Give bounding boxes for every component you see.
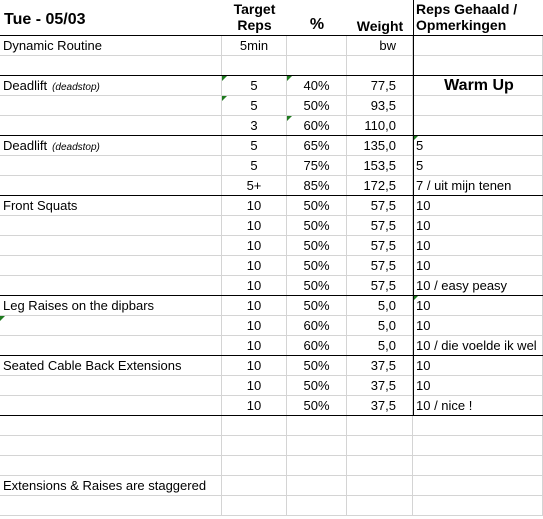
cell-weight[interactable]: [347, 36, 413, 56]
cell-exercise-text: Deadlift: [3, 138, 48, 153]
cell-percent[interactable]: [287, 196, 347, 216]
cell-percent-text: 50%: [303, 378, 330, 393]
cell-weight[interactable]: [347, 116, 413, 136]
cell-percent[interactable]: [287, 256, 347, 276]
cell-target-reps[interactable]: [222, 96, 287, 116]
cell-target-reps[interactable]: [222, 156, 287, 176]
cell-percent[interactable]: [287, 76, 347, 96]
cell-weight[interactable]: [347, 276, 413, 296]
cell-notes-text: 10: [416, 298, 431, 313]
cell-target-reps[interactable]: [222, 76, 287, 96]
warmup-label: Warm Up: [444, 77, 514, 94]
header-percent[interactable]: %: [309, 16, 325, 33]
table-row: [0, 156, 543, 176]
table-row: [0, 176, 543, 196]
table-row: [0, 296, 543, 316]
cell-percent-text: 50%: [303, 278, 330, 293]
cell-weight[interactable]: [347, 476, 413, 496]
cell-weight[interactable]: [347, 296, 413, 316]
cell-weight-text: 135,0: [363, 138, 396, 153]
cell-weight-text: 153,5: [363, 158, 396, 173]
cell-percent[interactable]: [287, 396, 347, 416]
cell-weight[interactable]: [347, 356, 413, 376]
cell-notes[interactable]: [413, 256, 543, 276]
cell-percent-text: 60%: [303, 338, 330, 353]
cell-notes-text: 10: [416, 218, 431, 233]
table-row: [0, 96, 543, 116]
cell-percent-text: 50%: [303, 298, 330, 313]
cell-target-reps[interactable]: [222, 496, 287, 516]
cell-percent-text: 65%: [303, 138, 330, 153]
cell-notes[interactable]: [413, 116, 543, 136]
cell-weight[interactable]: [347, 436, 413, 456]
cell-notes[interactable]: [413, 456, 543, 476]
cell-exercise[interactable]: [0, 36, 222, 56]
cell-exercise[interactable]: [0, 456, 222, 476]
cell-weight-text: 57,5: [370, 238, 396, 253]
cell-target-reps[interactable]: [222, 136, 287, 156]
cell-target-reps[interactable]: [222, 436, 287, 456]
cell-notes[interactable]: [413, 196, 543, 216]
exercise-note: (deadstop): [52, 142, 100, 153]
cell-percent[interactable]: [287, 276, 347, 296]
cell-notes-text: 10: [416, 238, 431, 253]
cell-target-reps-text: 10: [246, 358, 262, 373]
block-divider: [0, 35, 543, 36]
cell-percent[interactable]: [287, 216, 347, 236]
cell-weight[interactable]: [347, 76, 413, 96]
exercise-note: (deadstop): [52, 82, 100, 93]
cell-target-reps-text: 5: [250, 138, 258, 153]
cell-weight-text: 37,5: [370, 378, 396, 393]
cell-percent[interactable]: [287, 316, 347, 336]
cell-percent[interactable]: [287, 296, 347, 316]
table-row: [0, 456, 543, 476]
cell-target-reps-text: 10: [246, 218, 262, 233]
table-row: [0, 196, 543, 216]
cell-notes[interactable]: [413, 316, 543, 336]
table-row: [0, 496, 543, 516]
cell-percent-text: 50%: [303, 198, 330, 213]
cell-exercise[interactable]: [0, 396, 222, 416]
cell-weight-text: 5,0: [377, 298, 396, 313]
cell-target-reps[interactable]: [222, 56, 287, 76]
table-row: [0, 336, 543, 356]
cell-weight[interactable]: [347, 216, 413, 236]
cell-weight-text: 37,5: [370, 398, 396, 413]
table-row: [0, 416, 543, 436]
cell-target-reps[interactable]: [222, 376, 287, 396]
cell-exercise[interactable]: [0, 436, 222, 456]
cell-weight-text: 110,0: [364, 118, 396, 133]
cell-percent[interactable]: [287, 376, 347, 396]
cell-target-reps[interactable]: [222, 476, 287, 496]
cell-exercise[interactable]: [0, 216, 222, 236]
cell-weight-text: 93,5: [370, 98, 396, 113]
cell-exercise-text: Leg Raises on the dipbars: [3, 298, 155, 313]
cell-target-reps-text: 3: [250, 118, 258, 133]
cell-target-reps-text: 10: [246, 238, 262, 253]
cell-percent[interactable]: [287, 136, 347, 156]
cell-percent[interactable]: [287, 456, 347, 476]
cell-percent[interactable]: [287, 496, 347, 516]
cell-notes[interactable]: [413, 276, 543, 296]
cell-target-reps[interactable]: [222, 416, 287, 436]
cell-target-reps-text: 10: [246, 398, 262, 413]
cell-weight-text: 172,5: [363, 178, 396, 193]
cell-exercise[interactable]: [0, 376, 222, 396]
block-divider: [0, 415, 543, 416]
cell-percent-text: 50%: [303, 258, 330, 273]
cell-target-reps[interactable]: [222, 296, 287, 316]
table-row: [0, 216, 543, 236]
cell-weight[interactable]: [347, 96, 413, 116]
cell-percent[interactable]: [287, 476, 347, 496]
cell-target-reps[interactable]: [222, 276, 287, 296]
cell-weight[interactable]: [347, 376, 413, 396]
cell-target-reps[interactable]: [222, 176, 287, 196]
cell-notes[interactable]: [413, 296, 543, 316]
cell-notes[interactable]: [413, 496, 543, 516]
cell-weight[interactable]: [347, 156, 413, 176]
cell-exercise[interactable]: [0, 96, 222, 116]
cell-target-reps-text: 10: [246, 318, 262, 333]
cell-notes-text: 10: [416, 318, 431, 333]
cell-percent-text: 50%: [303, 358, 330, 373]
cell-target-reps[interactable]: [222, 316, 287, 336]
cell-weight-text: 57,5: [370, 198, 396, 213]
cell-notes-text: 7 / uit mijn tenen: [416, 178, 512, 193]
cell-exercise[interactable]: [0, 416, 222, 436]
cell-notes[interactable]: [413, 176, 543, 196]
cell-target-reps-text: 10: [246, 278, 262, 293]
cell-weight[interactable]: [347, 336, 413, 356]
cell-weight-text: 5,0: [377, 318, 396, 333]
cell-exercise-text: Dynamic Routine: [3, 38, 102, 53]
cell-notes[interactable]: [413, 216, 543, 236]
cell-target-reps-text: 5: [250, 98, 258, 113]
table-row: [0, 396, 543, 416]
cell-exercise[interactable]: [0, 256, 222, 276]
table-row: [0, 36, 543, 56]
cell-percent[interactable]: [287, 56, 347, 76]
cell-percent[interactable]: [287, 176, 347, 196]
header-notes-line2: Opmerkingen: [416, 17, 507, 33]
cell-weight[interactable]: [347, 176, 413, 196]
cell-notes-text: 5: [416, 138, 424, 153]
cell-weight[interactable]: [347, 496, 413, 516]
cell-exercise[interactable]: [0, 356, 222, 376]
cell-notes-text: 10: [416, 198, 431, 213]
cell-target-reps[interactable]: [222, 36, 287, 56]
cell-weight[interactable]: [347, 56, 413, 76]
notes-column-divider: [413, 35, 414, 415]
table-row: [0, 56, 543, 76]
cell-exercise[interactable]: [0, 496, 222, 516]
cell-exercise[interactable]: [0, 136, 222, 156]
cell-notes[interactable]: [413, 436, 543, 456]
cell-percent[interactable]: [287, 116, 347, 136]
cell-target-reps[interactable]: [222, 336, 287, 356]
cell-target-reps-text: 10: [246, 198, 262, 213]
cell-notes-text: 10: [416, 358, 431, 373]
cell-percent-text: 50%: [303, 98, 330, 113]
cell-notes[interactable]: [413, 36, 543, 56]
cell-notes[interactable]: [413, 156, 543, 176]
cell-weight[interactable]: [347, 396, 413, 416]
cell-notes-text: 10 / die voelde ik wel: [416, 338, 537, 353]
block-divider: [0, 355, 543, 356]
cell-weight-text: 77,5: [370, 78, 396, 93]
header-day[interactable]: Tue - 05/03: [4, 11, 86, 28]
cell-weight[interactable]: [347, 256, 413, 276]
cell-weight[interactable]: [347, 416, 413, 436]
cell-target-reps-text: 5: [250, 78, 258, 93]
cell-notes[interactable]: [413, 56, 543, 76]
cell-exercise[interactable]: [0, 116, 222, 136]
cell-exercise[interactable]: [0, 156, 222, 176]
cell-target-reps-text: 5: [250, 158, 258, 173]
cell-exercise[interactable]: [0, 196, 222, 216]
cell-percent[interactable]: [287, 156, 347, 176]
cell-target-reps[interactable]: [222, 256, 287, 276]
cell-percent-text: 50%: [303, 398, 330, 413]
cell-exercise[interactable]: [0, 316, 222, 336]
cell-exercise[interactable]: [0, 56, 222, 76]
cell-target-reps-text: 10: [246, 338, 262, 353]
cell-target-reps-text: 10: [246, 378, 262, 393]
cell-percent-text: 75%: [303, 158, 330, 173]
cell-weight-text: 57,5: [370, 278, 396, 293]
header-divider: [413, 0, 414, 35]
cell-weight-text: bw: [379, 38, 396, 53]
table-row: [0, 356, 543, 376]
cell-weight[interactable]: [347, 236, 413, 256]
cell-percent[interactable]: [287, 36, 347, 56]
cell-notes-text: 10: [416, 258, 431, 273]
cell-weight[interactable]: [347, 196, 413, 216]
block-divider: [0, 135, 543, 136]
cell-exercise-text: Seated Cable Back Extensions: [3, 358, 182, 373]
cell-notes[interactable]: [413, 136, 543, 156]
cell-percent[interactable]: [287, 356, 347, 376]
cell-notes-text: 10 / easy peasy: [416, 278, 508, 293]
cell-weight-text: 5,0: [377, 338, 396, 353]
table-row: [0, 376, 543, 396]
cell-exercise-text: Extensions & Raises are staggered: [3, 478, 207, 493]
cell-target-reps-text: 10: [246, 298, 262, 313]
cell-notes-text: 5: [416, 158, 424, 173]
table-row: [0, 116, 543, 136]
cell-percent[interactable]: [287, 416, 347, 436]
cell-exercise[interactable]: [0, 276, 222, 296]
cell-percent-text: 60%: [303, 318, 330, 333]
cell-percent[interactable]: [287, 436, 347, 456]
table-row: [0, 236, 543, 256]
cell-exercise[interactable]: [0, 76, 222, 96]
cell-target-reps-text: 10: [246, 258, 262, 273]
cell-exercise[interactable]: [0, 236, 222, 256]
cell-exercise-text: Front Squats: [3, 198, 78, 213]
cell-notes[interactable]: [413, 416, 543, 436]
cell-notes[interactable]: [413, 336, 543, 356]
cell-exercise[interactable]: [0, 296, 222, 316]
cell-percent-text: 50%: [303, 218, 330, 233]
table-row: [0, 276, 543, 296]
table-row: [0, 316, 543, 336]
table-row: [0, 436, 543, 456]
cell-target-reps-text: 5+: [246, 178, 262, 193]
header-target-line2: Reps: [237, 17, 272, 33]
table-row: [0, 256, 543, 276]
cell-weight[interactable]: [347, 136, 413, 156]
cell-notes[interactable]: [413, 356, 543, 376]
cell-weight-text: 57,5: [370, 258, 396, 273]
cell-target-reps[interactable]: [222, 236, 287, 256]
cell-exercise[interactable]: [0, 176, 222, 196]
header-weight[interactable]: Weight: [356, 18, 404, 34]
header-target-reps[interactable]: [222, 0, 287, 35]
cell-notes[interactable]: [413, 236, 543, 256]
cell-percent-text: 40%: [303, 78, 330, 93]
cell-weight[interactable]: [347, 456, 413, 476]
block-divider: [0, 295, 543, 296]
cell-weight-text: 57,5: [370, 218, 396, 233]
cell-percent[interactable]: [287, 336, 347, 356]
table-row: [0, 136, 543, 156]
cell-percent[interactable]: [287, 96, 347, 116]
cell-target-reps-text: 5min: [239, 38, 269, 53]
cell-target-reps[interactable]: [222, 116, 287, 136]
block-divider: [0, 195, 543, 196]
cell-percent[interactable]: [287, 236, 347, 256]
cell-exercise-text: Deadlift: [3, 78, 48, 93]
header-target-line1: Target: [233, 1, 276, 17]
cell-notes[interactable]: [413, 396, 543, 416]
cell-notes-text: 10: [416, 378, 431, 393]
cell-weight[interactable]: [347, 316, 413, 336]
cell-weight-text: 37,5: [370, 358, 396, 373]
cell-notes[interactable]: [413, 476, 543, 496]
cell-percent-text: 60%: [303, 118, 330, 133]
cell-target-reps[interactable]: [222, 196, 287, 216]
header-notes-line1: Reps Gehaald /: [416, 1, 518, 17]
cell-target-reps[interactable]: [222, 216, 287, 236]
cell-notes-text: 10 / nice !: [416, 398, 473, 413]
cell-notes[interactable]: [413, 376, 543, 396]
cell-exercise[interactable]: [0, 336, 222, 356]
cell-notes[interactable]: [413, 96, 543, 116]
header-notes[interactable]: [416, 0, 543, 35]
cell-percent-text: 50%: [303, 238, 330, 253]
table-row: [0, 476, 543, 496]
cell-target-reps[interactable]: [222, 356, 287, 376]
cell-target-reps[interactable]: [222, 456, 287, 476]
cell-target-reps[interactable]: [222, 396, 287, 416]
cell-exercise[interactable]: [0, 476, 222, 496]
cell-percent-text: 85%: [303, 178, 330, 193]
